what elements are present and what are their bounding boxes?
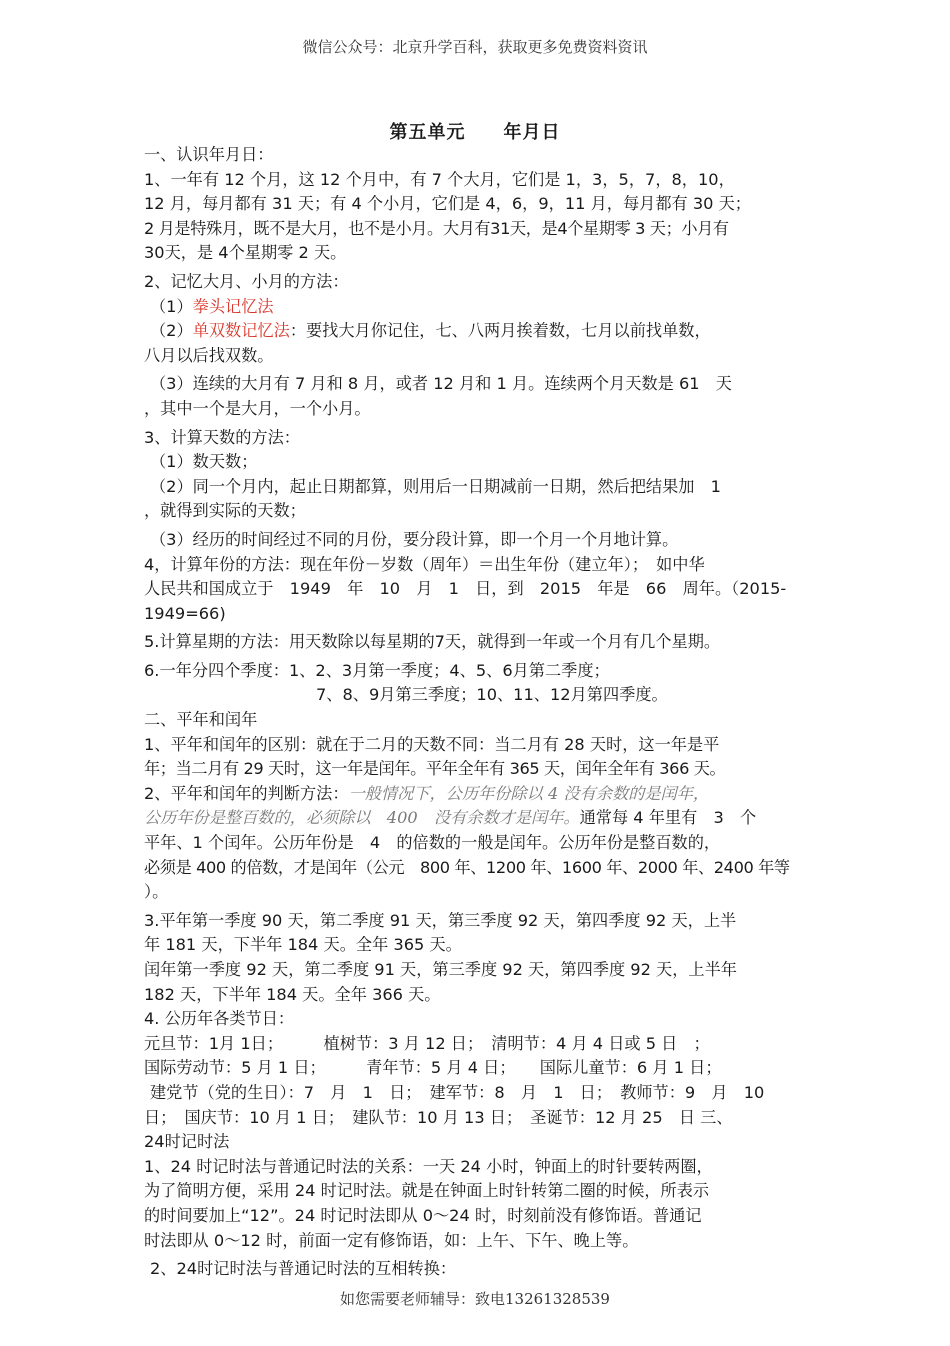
text-line: 2 月是特殊月，既不是大月，也不是小月。大月有31天，是4个星期零 3 天；小月有 — [144, 218, 729, 238]
text-line: ，其中一个是大月，一个小月。 — [144, 398, 371, 418]
text-line: 12 月，每月都有 31 天；有 4 个小月，它们是 4，6，9，11 月，每月都有 30 天； — [144, 194, 751, 214]
section-heading: 3、计算天数的方法： — [144, 427, 300, 447]
text-line: 人民共和国成立于 1949 年 10 月 1 日，到 2015 年是 66 周年。（2015- — [144, 579, 787, 599]
text-line: 时法即从 0～12 时，前面一定有修饰语，如：上午、下午、晚上等。 — [144, 1230, 639, 1250]
text-line: ，就得到实际的天数； — [144, 501, 306, 521]
faded-text: 一般情况下，公历年份除以 4 没有余数的是闰年， — [348, 783, 710, 803]
highlight-term: 拳头记忆法 — [192, 296, 274, 316]
text-line: 为了简明方便，采用 24 时记时法。就是在钟面上时针转第二圈的时候，所表示 — [144, 1181, 710, 1201]
text-line: 平年、1 个闰年。公历年份是 4 的倍数的一般是闰年。公历年份是整百数的， — [144, 833, 721, 853]
text-line: 1、平年和闰年的区别：就在于二月的天数不同：当二月有 28 天时，这一年是平 — [144, 734, 720, 754]
section-heading: 2、记忆大月、小月的方法： — [144, 271, 349, 291]
list-marker: （2） — [150, 321, 193, 341]
text-segment: 2、平年和闰年的判断方法： — [144, 783, 349, 803]
section-heading: 二、平年和闰年 — [144, 710, 258, 730]
page-title: 第五单元 年月日 — [389, 122, 561, 143]
document-body — [144, 143, 834, 1282]
text-line: 3.平年第一季度 90 天，第二季度 91 天，第三季度 92 天，第四季度 92 天，上半 — [144, 910, 737, 930]
text-line: （2）同一个月内，起止日期都算，则用后一日期减前一日期，然后把结果加 1 — [150, 476, 721, 496]
text-line: 1949=66) — [144, 603, 226, 623]
faded-text: 公历年份是整百数的，必须除以 400 没有余数才是闰年。 — [144, 808, 580, 828]
text-line: 年 181 天，下半年 184 天。全年 365 天。 — [144, 935, 462, 955]
text-line — [144, 319, 834, 344]
text-line: 年；当二月有 29 天时，这一年是闰年。平年全年有 365 天，闰年全年有 366 天。 — [144, 759, 726, 779]
text-line: ）。 — [144, 882, 169, 902]
text-line: （3）经历的时间经过不同的月份，要分段计算，即一个月一个月地计算。 — [150, 529, 679, 549]
text-line — [144, 295, 834, 320]
text-line: 元旦节：1月 1日； 植树节：3 月 12 日； 清明节：4 月 4 日或 5 日 ； — [144, 1033, 710, 1053]
text-line: 1、24 时记时法与普通记时法的关系：一天 24 小时，钟面上的时针要转两圈， — [144, 1156, 713, 1176]
section-heading: 24时记时法 — [144, 1132, 230, 1152]
text-line: 30天，是 4个星期零 2 天。 — [144, 243, 347, 263]
section-heading: 一、认识年月日： — [144, 145, 274, 164]
text-line: （1）数天数； — [150, 452, 258, 472]
section-heading: 4. 公历年各类节日： — [144, 1009, 295, 1029]
page-header: 微信公众号：北京升学百科，获取更多免费资料资讯 — [302, 38, 648, 56]
text-line: 日； 国庆节：10 月 1 日； 建队节：10 月 13 日； 圣诞节：12 月 25 日 三、 — [144, 1107, 733, 1127]
text-line: 国际劳动节：5 月 1 日； 青年节：5 月 4 日； 国际儿童节：6 月 1 日； — [144, 1058, 722, 1078]
text-line: 八月以后找双数。 — [144, 345, 274, 365]
highlight-term: 单双数记忆法 — [192, 321, 290, 341]
text-line: 的时间要加上“12”。24 时记时法即从 0～24 时，时刻前没有修饰语。普通记 — [144, 1205, 702, 1225]
page-footer: 如您需要老师辅导：致电13261328539 — [340, 1290, 610, 1308]
text-line: 6.一年分四个季度：1、2、3月第一季度；4、5、6月第二季度； — [144, 660, 610, 680]
text-line — [144, 806, 834, 831]
text-line: 182 天，下半年 184 天。全年 366 天。 — [144, 984, 441, 1004]
text-line: 1、一年有 12 个月，这 12 个月中，有 7 个大月，它们是 1，3，5，7，8，10， — [144, 169, 735, 189]
text-segment: 通常每 4 年里有 3 个 — [579, 808, 757, 828]
text-line: 7、8、9月第三季度；10、11、12月第四季度。 — [316, 685, 668, 705]
text-line: 建党节（党的生日）：7 月 1 日； 建军节：8 月 1 日； 教师节：9 月 10 — [150, 1082, 765, 1102]
text-line: （3）连续的大月有 7 月和 8 月，或者 12 月和 1 月。连续两个月天数是 61 天 — [150, 374, 732, 394]
text-line: 闰年第一季度 92 天，第二季度 91 天，第三季度 92 天，第四季度 92 天，上半年 — [144, 960, 737, 979]
text-line — [144, 782, 834, 807]
text-line: 5.计算星期的方法：用天数除以每星期的7天，就得到一年或一个月有几个星期。 — [144, 632, 721, 652]
text-line: 4，计算年份的方法：现在年份－岁数（周年）＝出生年份（建立年）； 如中华 — [144, 554, 705, 574]
text-line: 必须是 400 的倍数，才是闰年（公元 800 年、1200 年、1600 年、2000 年、2400 年等 — [144, 857, 790, 877]
text-segment: ：要找大月你记住，七、八两月挨着数，七月以前找单数， — [289, 321, 711, 341]
list-marker: （1） — [150, 296, 193, 316]
section-heading: 2、24时记时法与普通记时法的互相转换： — [150, 1259, 457, 1279]
